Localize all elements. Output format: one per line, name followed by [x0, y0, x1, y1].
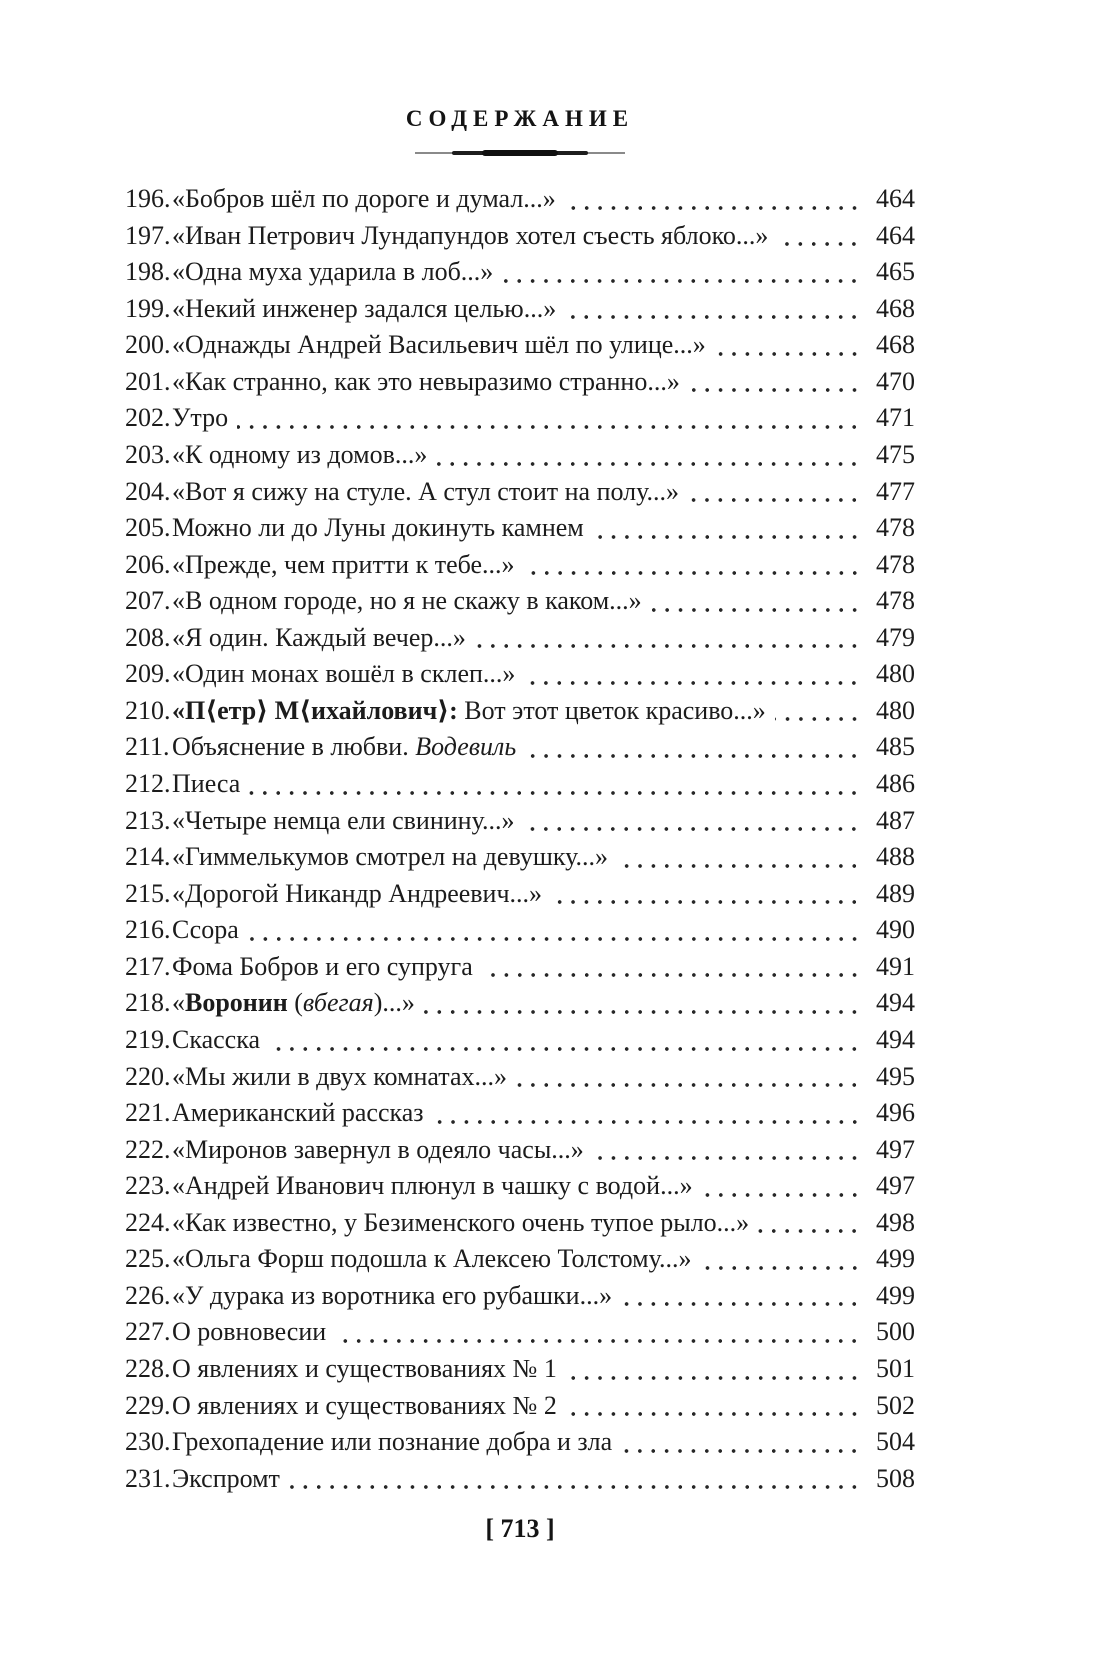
- entry-title: [172, 364, 680, 401]
- toc-row: [125, 985, 915, 1022]
- entry-page: 478: [876, 549, 915, 579]
- entry-page: 504: [876, 1427, 915, 1457]
- toc-row: [125, 949, 915, 986]
- entry-title-part: «Однажды Андрей Васильевич шёл по улице...»: [172, 330, 706, 360]
- entry-title: [172, 949, 473, 986]
- entry-page: 499: [876, 1280, 915, 1310]
- dot-leader: [335, 1339, 861, 1343]
- entry-title-part: Водевиль: [415, 732, 517, 762]
- dot-leader: [621, 1449, 861, 1453]
- entry-title: [172, 474, 679, 511]
- entry-number: 207.: [125, 586, 171, 616]
- dot-leader: [566, 1412, 861, 1416]
- entry-title-part: «Один монах вошёл в склеп...»: [172, 659, 516, 689]
- toc-row: [125, 254, 915, 291]
- entry-title-part: «Мы жили в двух комнатах...»: [172, 1061, 508, 1091]
- entry-title-part: Американский рассказ: [172, 1098, 424, 1128]
- entry-title: [172, 876, 542, 913]
- dot-leader: [565, 206, 861, 210]
- entry-number: 228.: [125, 1354, 171, 1383]
- entry-page: 470: [876, 366, 915, 396]
- toc-row: [125, 876, 915, 913]
- entry-title: [172, 547, 515, 584]
- entry-title-part: Вот этот цветок красиво...»: [457, 695, 766, 725]
- entry-page: 497: [876, 1171, 915, 1201]
- entry-page: 489: [876, 878, 915, 908]
- entry-page: 487: [876, 805, 915, 835]
- entry-number: 229.: [125, 1390, 171, 1420]
- entry-page: 486: [876, 769, 915, 798]
- dot-leader: [758, 1229, 861, 1233]
- entry-title: [172, 510, 584, 547]
- entry-title-part: )...»: [373, 988, 415, 1018]
- entry-title: [172, 729, 516, 766]
- toc-row: [125, 766, 915, 803]
- entry-title: [172, 583, 642, 620]
- entry-title-part: «Вот я сижу на стуле. А стул стоит на полу...»: [172, 476, 680, 506]
- entry-title-part: «Гиммелькумов смотрел на девушку...»: [172, 842, 609, 872]
- dot-leader: [621, 1302, 861, 1306]
- entry-page: 479: [876, 622, 915, 652]
- entry-page: 475: [876, 439, 915, 469]
- toc-row: [125, 1388, 915, 1425]
- entry-number: 218.: [125, 988, 171, 1018]
- dot-leader: [593, 535, 861, 539]
- toc-row: [125, 364, 915, 401]
- entry-title: [172, 1461, 280, 1498]
- toc-row: [125, 218, 915, 255]
- entry-title: [172, 620, 466, 657]
- entry-title-part: «Как странно, как это невыразимо странно...»: [172, 366, 680, 396]
- entry-page: 464: [876, 220, 915, 250]
- toc-row: [125, 1059, 915, 1096]
- dot-leader: [525, 754, 861, 758]
- dot-leader: [689, 388, 861, 392]
- dot-leader: [248, 937, 861, 941]
- entry-title: [172, 839, 608, 876]
- entry-title-part: Ссора: [172, 915, 239, 945]
- toc-row: [125, 1241, 915, 1278]
- entry-title: [172, 1168, 693, 1205]
- entry-page: 480: [876, 659, 915, 689]
- entry-number: 208.: [125, 622, 171, 652]
- toc-row: [125, 656, 915, 693]
- entry-page: 498: [876, 1207, 915, 1237]
- entry-title-part: Утро: [172, 403, 229, 433]
- entry-page: 497: [876, 1134, 915, 1164]
- entry-number: 202.: [125, 403, 171, 433]
- toc-row: [125, 510, 915, 547]
- entry-title: [172, 1241, 692, 1278]
- entry-title-part: «Одна муха ударила в лоб...»: [172, 257, 494, 287]
- dot-leader: [551, 900, 861, 904]
- entry-number: 221.: [125, 1098, 171, 1128]
- entry-title: [172, 437, 427, 474]
- entry-title-part: Экспромт: [172, 1463, 280, 1493]
- entry-page: 499: [876, 1244, 915, 1274]
- entry-title-part: Можно ли до Луны докинуть камнем: [172, 513, 584, 543]
- ornament-core-rule: [482, 150, 558, 156]
- entry-title-part: «Я один. Каждый вечер...»: [172, 622, 466, 652]
- entry-number: 199.: [125, 293, 171, 323]
- entry-page: 480: [876, 695, 915, 725]
- entry-number: 198.: [125, 257, 171, 287]
- dot-leader: [523, 827, 861, 831]
- entry-title-part: Скасска: [172, 1024, 260, 1054]
- dot-leader: [715, 352, 861, 356]
- toc-row: [125, 547, 915, 584]
- dot-leader: [269, 1047, 861, 1051]
- dot-leader: [433, 1120, 861, 1124]
- entry-page: 500: [876, 1317, 915, 1347]
- toc-row: [125, 1205, 915, 1242]
- entry-page: 478: [876, 586, 915, 616]
- entry-title: [172, 291, 556, 328]
- toc-row: [125, 400, 915, 437]
- entry-title-part: Пиеса: [172, 769, 241, 798]
- dot-leader: [775, 717, 861, 721]
- entry-number: 201.: [125, 366, 171, 396]
- entry-title: [172, 1314, 326, 1351]
- entry-title-part: «: [172, 988, 185, 1018]
- toc-row: [125, 327, 915, 364]
- entry-number: 231.: [125, 1463, 171, 1493]
- entry-title-part: Фома Бобров и его супруга: [172, 951, 473, 981]
- entry-title-part: «Некий инженер задался целью...»: [172, 293, 557, 323]
- entry-page: 471: [876, 403, 915, 433]
- entry-number: 212.: [125, 769, 171, 798]
- entry-title-part: вбегая: [302, 988, 374, 1018]
- toc-row: [125, 474, 915, 511]
- entry-number: 222.: [125, 1134, 171, 1164]
- dot-leader: [516, 1083, 861, 1087]
- entry-title-part: Воронин: [185, 988, 288, 1018]
- page-number: [ 713 ]: [485, 1514, 555, 1543]
- toc-row: [125, 1351, 915, 1388]
- entry-title-part: «К одному из домов...»: [172, 439, 428, 469]
- page-title: СОДЕРЖАНИЕ: [405, 106, 635, 131]
- toc-row: [125, 1424, 915, 1461]
- toc-row: [125, 803, 915, 840]
- entry-page: 465: [876, 257, 915, 287]
- entry-page: 468: [876, 293, 915, 323]
- entry-page: 501: [876, 1354, 915, 1383]
- entry-title-part: «Бобров шёл по дороге и думал...»: [172, 184, 556, 213]
- entry-number: 206.: [125, 549, 171, 579]
- entry-page: 478: [876, 513, 915, 543]
- dot-leader: [237, 425, 861, 429]
- entry-title-part: «Ольга Форш подошла к Алексею Толстому...»: [172, 1244, 692, 1274]
- toc-row: [125, 1022, 915, 1059]
- entry-number: 219.: [125, 1024, 171, 1054]
- toc-row: [125, 181, 915, 218]
- dot-leader: [482, 973, 861, 977]
- dot-leader: [436, 462, 861, 466]
- entry-title-part: О явлениях и существованиях № 1: [172, 1354, 557, 1383]
- entry-page: 485: [876, 732, 915, 762]
- entry-page: 488: [876, 842, 915, 872]
- entry-title: [172, 1388, 557, 1425]
- entry-page: 477: [876, 476, 915, 506]
- dot-leader: [565, 315, 861, 319]
- dot-leader: [289, 1485, 861, 1489]
- entry-page: 508: [876, 1463, 915, 1493]
- dot-leader: [424, 1010, 861, 1014]
- toc-row: [125, 437, 915, 474]
- entry-page: 490: [876, 915, 915, 945]
- entry-title: [172, 1278, 612, 1315]
- dot-leader: [524, 571, 861, 575]
- dot-leader: [475, 644, 861, 648]
- dot-leader: [701, 1266, 861, 1270]
- entry-title-part: О ровновесии: [172, 1317, 327, 1347]
- entry-title: [172, 327, 706, 364]
- toc-row: [125, 1461, 915, 1498]
- entry-page: 464: [876, 184, 915, 213]
- entry-title: [172, 181, 556, 218]
- toc-row: [125, 291, 915, 328]
- entry-number: 203.: [125, 439, 171, 469]
- entry-number: 217.: [125, 951, 171, 981]
- entry-title: [172, 912, 239, 949]
- entry-page: 468: [876, 330, 915, 360]
- entry-number: 197.: [125, 220, 171, 250]
- entry-page: 495: [876, 1061, 915, 1091]
- toc-row: [125, 1095, 915, 1132]
- toc-row: [125, 693, 915, 730]
- entry-title-part: «Иван Петрович Лундапундов хотел съесть яблоко...»: [172, 220, 769, 250]
- dot-leader: [688, 498, 861, 502]
- entry-number: 213.: [125, 805, 171, 835]
- dot-leader: [566, 1376, 861, 1380]
- entry-title: [172, 1424, 612, 1461]
- entry-number: 223.: [125, 1171, 171, 1201]
- entry-title: [172, 985, 415, 1022]
- entry-number: 227.: [125, 1317, 171, 1347]
- title-ornament: [0, 148, 1040, 158]
- entry-number: 204.: [125, 476, 171, 506]
- dot-leader: [593, 1156, 861, 1160]
- entry-title: [172, 1022, 260, 1059]
- toc-row: [125, 583, 915, 620]
- entry-title: [172, 766, 240, 803]
- entry-number: 215.: [125, 878, 171, 908]
- entry-number: 216.: [125, 915, 171, 945]
- toc-row: [125, 620, 915, 657]
- entry-title-part: «П⟨етр⟩ М⟨ихайлович⟩:: [172, 695, 458, 725]
- entry-title: [172, 1095, 424, 1132]
- entry-title: [172, 656, 515, 693]
- entry-number: 214.: [125, 842, 171, 872]
- entry-title-part: О явлениях и существованиях № 2: [172, 1390, 557, 1420]
- entry-title-part: «Четыре немца ели свинину...»: [172, 805, 515, 835]
- toc-list: [125, 181, 915, 1497]
- dot-leader: [249, 791, 861, 795]
- entry-number: 224.: [125, 1207, 171, 1237]
- dot-leader: [702, 1193, 861, 1197]
- entry-page: 494: [876, 1024, 915, 1054]
- entry-number: 209.: [125, 659, 171, 689]
- entry-title-part: «Дорогой Никандр Андреевич...»: [172, 878, 543, 908]
- entry-page: 502: [876, 1390, 915, 1420]
- entry-title: [172, 400, 228, 437]
- toc-row: [125, 1314, 915, 1351]
- entry-page: 494: [876, 988, 915, 1018]
- entry-title: [172, 1205, 749, 1242]
- entry-title-part: «В одном городе, но я не скажу в каком...»: [172, 586, 642, 616]
- dot-leader: [777, 242, 861, 246]
- entry-title: [172, 1351, 557, 1388]
- entry-title-part: «Как известно, у Безименского очень тупое рыло...»: [172, 1207, 750, 1237]
- toc-row: [125, 1132, 915, 1169]
- entry-number: 210.: [125, 695, 171, 725]
- entry-number: 220.: [125, 1061, 171, 1091]
- toc-row: [125, 912, 915, 949]
- entry-number: 211.: [125, 732, 170, 762]
- entry-number: 196.: [125, 184, 171, 213]
- dot-leader: [502, 279, 861, 283]
- entry-title-part: Грехопадение или познание добра и зла: [172, 1427, 613, 1457]
- toc-row: [125, 729, 915, 766]
- entry-title-part: «Андрей Иванович плюнул в чашку с водой...»: [172, 1171, 693, 1201]
- entry-number: 230.: [125, 1427, 171, 1457]
- entry-page: 491: [876, 951, 915, 981]
- entry-page: 496: [876, 1098, 915, 1128]
- dot-leader: [524, 681, 861, 685]
- toc-row: [125, 1168, 915, 1205]
- dot-leader: [651, 608, 861, 612]
- entry-number: 226.: [125, 1280, 171, 1310]
- entry-title-part: (: [287, 988, 303, 1018]
- entry-number: 200.: [125, 330, 171, 360]
- entry-number: 225.: [125, 1244, 171, 1274]
- entry-number: 205.: [125, 513, 171, 543]
- entry-title-part: Объяснение в любви.: [172, 732, 416, 762]
- toc-row: [125, 1278, 915, 1315]
- entry-title: [172, 1132, 584, 1169]
- toc-row: [125, 839, 915, 876]
- entry-title: [172, 1059, 507, 1096]
- entry-title: [172, 693, 766, 730]
- entry-title-part: «У дурака из воротника его рубашки...»: [172, 1280, 613, 1310]
- entry-title-part: «Прежде, чем притти к тебе...»: [172, 549, 515, 579]
- dot-leader: [617, 864, 861, 868]
- entry-title: [172, 254, 493, 291]
- entry-title: [172, 803, 514, 840]
- entry-title: [172, 218, 768, 255]
- entry-title-part: «Миронов завернул в одеяло часы...»: [172, 1134, 584, 1164]
